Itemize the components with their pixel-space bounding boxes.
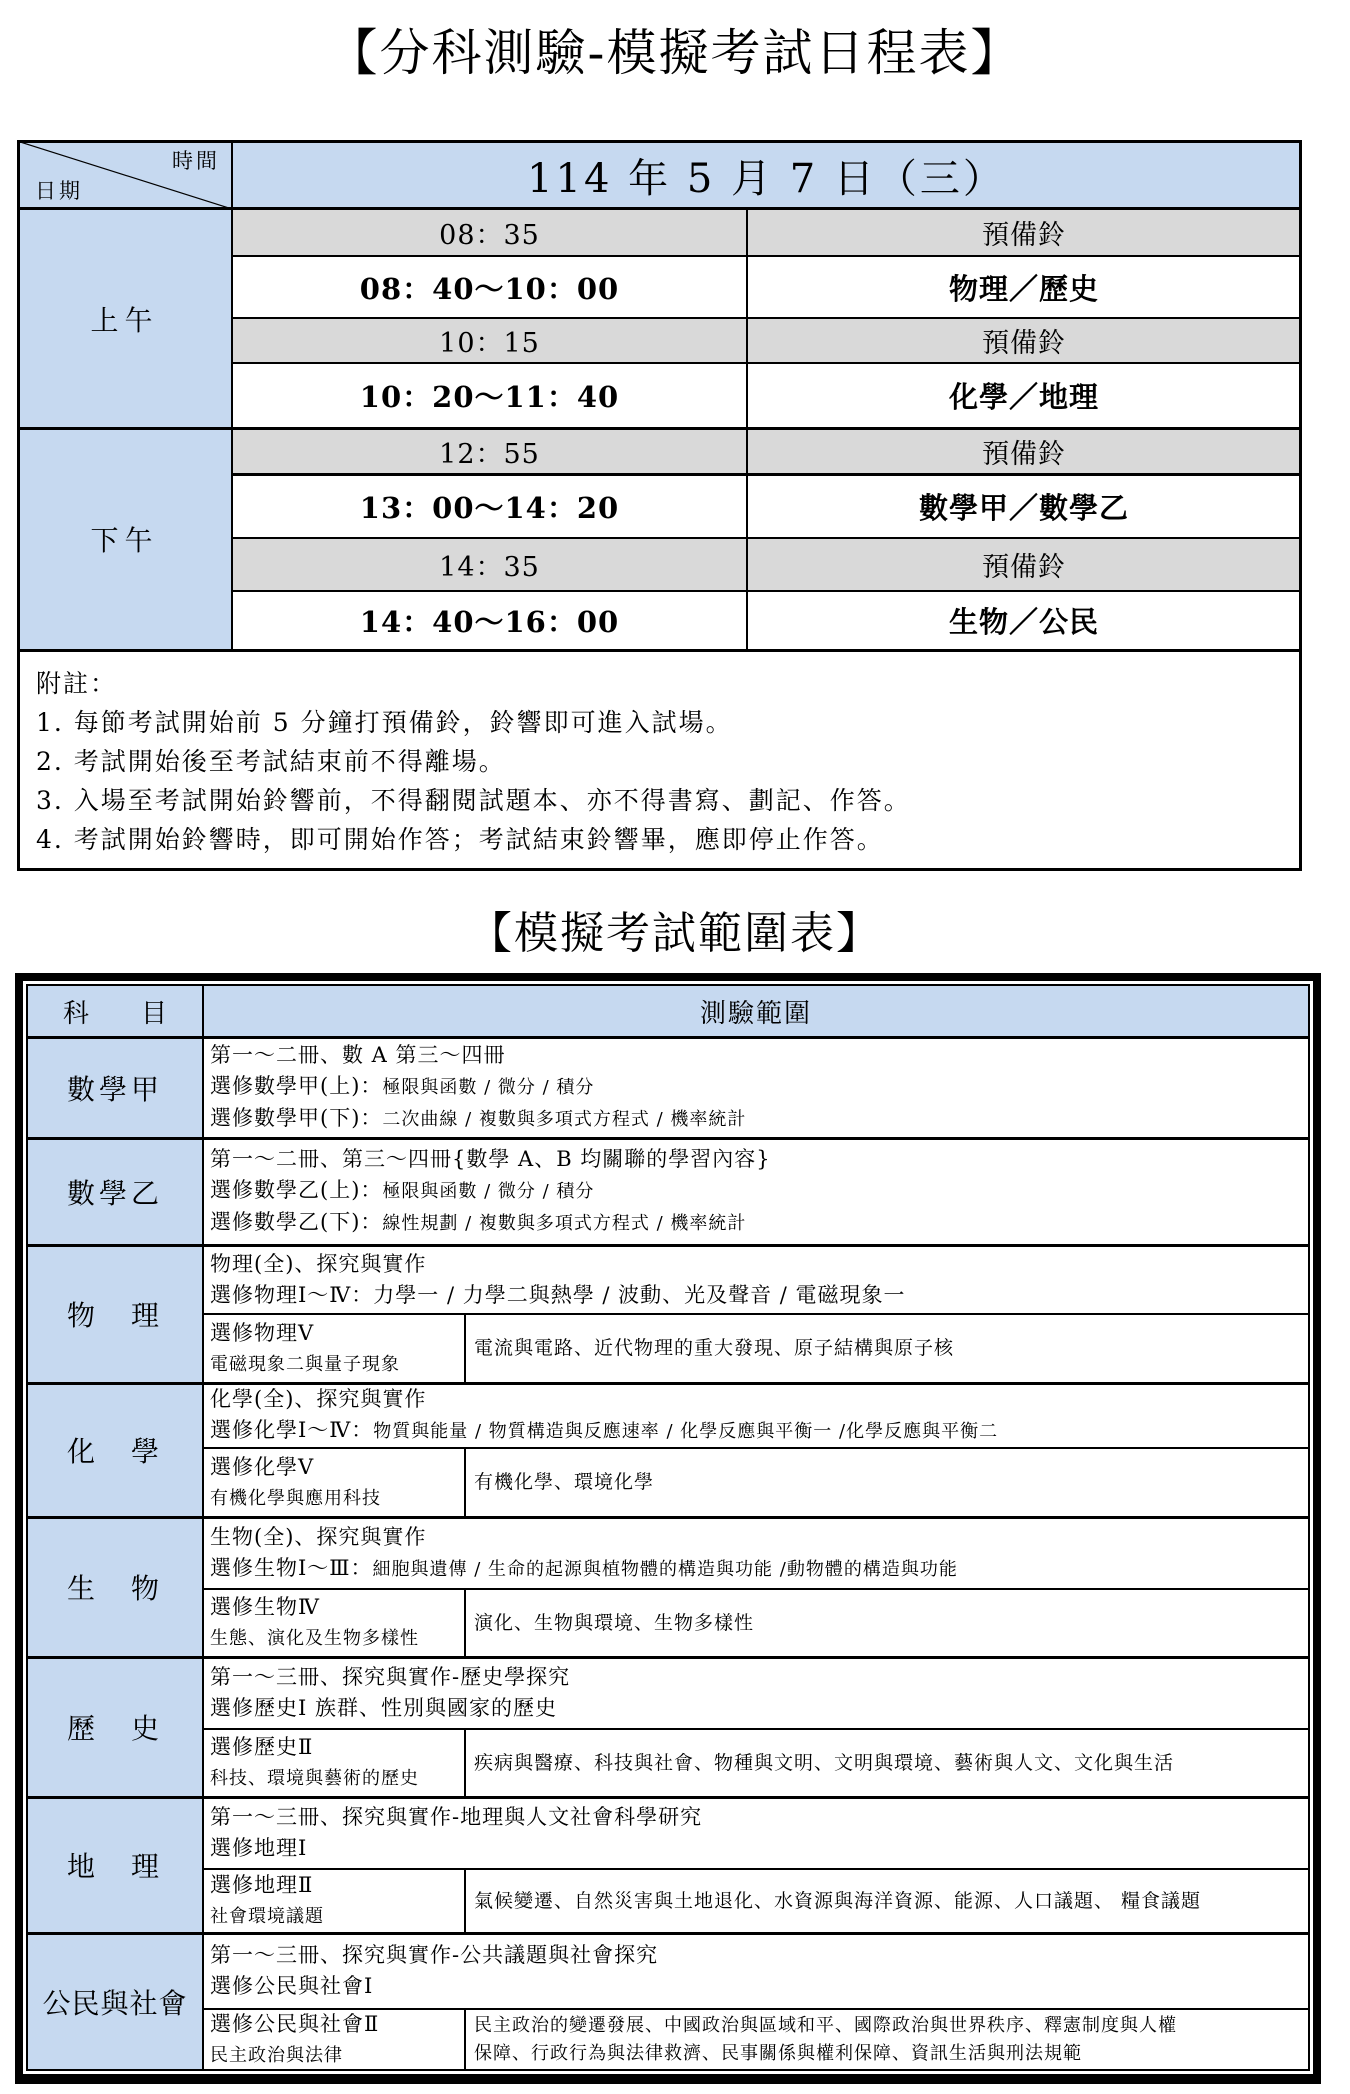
- range-line-detail: 極限與函數 / 微分 / 積分: [382, 1077, 595, 1098]
- slot-event: 預備鈴: [747, 538, 1301, 591]
- table-border: [26, 1382, 1310, 1385]
- range-line: 選修地理Ⅰ: [210, 1836, 308, 1860]
- header-date-label: 日期: [35, 179, 83, 203]
- civics-elective-name: [204, 2010, 464, 2069]
- range-line: 第一～三冊、探究與實作-公共議題與社會探究: [210, 1943, 659, 1967]
- elective-subtitle: 社會環境議題: [210, 1906, 324, 1927]
- note-item: 1. 每節考試開始前 5 分鐘打預備鈴，鈴響即可進入試場。: [36, 708, 733, 737]
- header-time-label: 時間: [172, 149, 220, 173]
- slot-event: 預備鈴: [747, 209, 1301, 256]
- table-border: [1299, 140, 1302, 871]
- exam-date: 114 年 5 月 7 日（三）: [232, 141, 1301, 209]
- table-border: [17, 140, 20, 871]
- physics-elective-name: [204, 1315, 464, 1382]
- table-border: [26, 1932, 1310, 1935]
- table-border: [232, 255, 1301, 257]
- slot-time: 08：35: [232, 209, 747, 256]
- note-item: 2. 考試開始後至考試結束前不得離場。: [36, 747, 506, 776]
- slot-event: 化學／地理: [747, 363, 1301, 428]
- chemistry-elective-name: [204, 1449, 464, 1516]
- table-border: [746, 209, 748, 650]
- range-physics-core: [204, 1246, 1308, 1313]
- table-border: [17, 868, 1302, 871]
- table-border: [17, 649, 1302, 652]
- physics-elective-range: 電流與電路、近代物理的重大發現、原子結構與原子核: [474, 1337, 955, 1359]
- slot-event: 數學甲／數學乙: [747, 474, 1301, 538]
- subject-biology: 生 物: [28, 1518, 202, 1656]
- table-border: [26, 1516, 1310, 1519]
- slot-event: 預備鈴: [747, 318, 1301, 363]
- table-border: [26, 1796, 1310, 1799]
- table-border: [17, 207, 1302, 210]
- table-border: [464, 1588, 466, 1657]
- scope-title: 【模擬考試範圍表】: [468, 908, 882, 959]
- slot-time: 10：15: [232, 318, 747, 363]
- elective-subtitle: 科技、環境與藝術的歷史: [210, 1768, 419, 1789]
- table-border: [202, 984, 204, 2071]
- range-geography-core: [204, 1798, 1308, 1868]
- range-line: 物理(全)、探究與實作: [210, 1251, 427, 1276]
- range-line-detail: 極限與函數 / 微分 / 積分: [382, 1181, 595, 1202]
- col-range-header: 測驗範圍: [204, 986, 1308, 1036]
- table-border: [464, 1313, 466, 1383]
- table-border: [204, 1868, 1310, 1870]
- elective-subtitle: 有機化學與應用科技: [210, 1487, 381, 1509]
- slot-time: 10：20～11：40: [232, 363, 747, 428]
- range-line: 保障、行政行為與法律救濟、民事關係與權利保障、資訊生活與刑法規範: [474, 2042, 1082, 2064]
- elective-title: 選修歷史Ⅱ: [210, 1735, 314, 1759]
- range-line-detail: 線性規劃 / 複數與多項式方程式 / 機率統計: [382, 1213, 747, 1234]
- geography-elective-name: [204, 1870, 464, 1932]
- range-line-label: 選修數學甲(上)：: [210, 1074, 383, 1098]
- note-item: 3. 入場至考試開始鈴響前，不得翻閱試題本、亦不得書寫、劃記、作答。: [36, 786, 911, 815]
- notes-title: 附註：: [36, 669, 118, 698]
- subject-geography: 地 理: [28, 1798, 202, 1932]
- history-elective-name: [204, 1730, 464, 1796]
- range-line-label: 選修數學乙(下)：: [210, 1210, 383, 1234]
- civics-elective-range: [466, 2010, 1308, 2069]
- slot-event: 生物／公民: [747, 591, 1301, 650]
- range-line: 民主政治的變遷發展、中國政治與區域和平、國際政治與世界秩序、釋憲制度與人權: [474, 2014, 1177, 2036]
- elective-title: 選修生物Ⅳ: [210, 1595, 320, 1619]
- slot-time: 14：40～16：00: [232, 591, 747, 650]
- table-border: [26, 1244, 1310, 1247]
- range-biology-core: [204, 1518, 1308, 1588]
- range-line-detail: 二次曲線 / 複數與多項式方程式 / 機率統計: [382, 1109, 747, 1130]
- table-border: [204, 1588, 1310, 1590]
- elective-title: 選修化學Ⅴ: [210, 1454, 315, 1479]
- table-border: [204, 1313, 1310, 1315]
- elective-title: 選修公民與社會Ⅱ: [210, 2011, 380, 2036]
- table-border: [26, 1036, 1310, 1039]
- slot-time: 14：35: [232, 538, 747, 591]
- range-history-core: [204, 1658, 1308, 1728]
- session-morning: 上午: [17, 209, 232, 428]
- header-corner-cell: [17, 141, 232, 209]
- range-line-label: 選修生物Ⅰ～Ⅲ：: [210, 1555, 373, 1580]
- range-line: 第一～二冊、數 A 第三～四冊: [210, 1043, 506, 1067]
- biology-elective-name: [204, 1590, 464, 1656]
- geography-elective-range: 氣候變遷、自然災害與土地退化、水資源與海洋資源、能源、人口議題、 糧食議題: [474, 1889, 1202, 1912]
- slot-time: 08：40～10：00: [232, 256, 747, 318]
- range-line-detail: 物質與能量 / 物質構造與反應速率 / 化學反應與平衡一 /化學反應與平衡二: [373, 1421, 999, 1442]
- range-math-a: [204, 1038, 1308, 1137]
- elective-subtitle: 生態、演化及生物多樣性: [210, 1628, 419, 1649]
- table-border: [26, 1656, 1310, 1659]
- slot-event: 物理／歷史: [747, 256, 1301, 318]
- elective-title: 選修物理Ⅴ: [210, 1320, 315, 1345]
- range-line-label: 選修數學乙(上)：: [210, 1178, 383, 1202]
- table-border: [26, 1137, 1310, 1140]
- table-border: [232, 537, 1301, 539]
- range-line-label: 選修化學Ⅰ～Ⅳ：: [210, 1418, 374, 1442]
- range-line: 選修歷史Ⅰ 族群、性別與國家的歷史: [210, 1696, 557, 1720]
- session-afternoon: 下午: [17, 428, 232, 650]
- range-line-detail: 細胞與遺傳 / 生命的起源與植物體的構造與功能 /動物體的構造與功能: [372, 1558, 958, 1580]
- slot-time: 12：55: [232, 428, 747, 474]
- subject-physics: 物 理: [28, 1246, 202, 1382]
- range-line: 第一～三冊、探究與實作-歷史學探究: [210, 1665, 571, 1689]
- biology-elective-range: 演化、生物與環境、生物多樣性: [474, 1611, 755, 1634]
- table-border: [204, 2008, 1310, 2010]
- subject-math-b: 數學乙: [28, 1139, 202, 1244]
- range-line: 第一～二冊、第三～四冊{數學 A、B 均關聯的學習內容}: [210, 1147, 771, 1171]
- range-chemistry-core: [204, 1384, 1308, 1447]
- table-border: [232, 317, 1301, 319]
- slot-time: 13：00～14：20: [232, 474, 747, 538]
- schedule-title: 【分科測驗-模擬考試日程表】: [327, 24, 1023, 82]
- table-border: [464, 1868, 466, 1933]
- elective-subtitle: 電磁現象二與量子現象: [210, 1353, 400, 1375]
- range-line: 化學(全)、探究與實作: [210, 1387, 427, 1411]
- range-line-label: 選修數學甲(下)：: [210, 1106, 383, 1130]
- table-border: [464, 1728, 466, 1797]
- elective-subtitle: 民主政治與法律: [210, 2044, 343, 2066]
- table-border: [17, 140, 1302, 143]
- range-line: 選修物理Ⅰ～Ⅳ：力學一 / 力學二與熱學 / 波動、光及聲音 / 電磁現象一: [210, 1282, 906, 1307]
- chemistry-elective-range: 有機化學、環境化學: [474, 1471, 655, 1493]
- table-border: [464, 2008, 466, 2070]
- table-border: [232, 473, 1301, 476]
- table-border: [464, 1447, 466, 1517]
- history-elective-range: 疾病與醫療、科技與社會、物種與文明、文明與環境、藝術與人文、文化與生活: [474, 1751, 1175, 1774]
- subject-chemistry: 化 學: [28, 1384, 202, 1516]
- range-line: 第一～三冊、探究與實作-地理與人文社會科學研究: [210, 1805, 703, 1829]
- subject-civics: 公民與社會: [28, 1934, 202, 2069]
- subject-math-a: 數學甲: [28, 1038, 202, 1137]
- table-border: [231, 140, 233, 651]
- col-subject-header: 科 目: [28, 986, 202, 1036]
- elective-title: 選修地理Ⅱ: [210, 1873, 314, 1897]
- range-math-b: [204, 1139, 1308, 1244]
- table-border: [17, 427, 1302, 430]
- range-civics-core: [204, 1934, 1308, 2008]
- note-item: 4. 考試開始鈴響時，即可開始作答；考試結束鈴響畢，應即停止作答。: [36, 825, 884, 854]
- table-border: [204, 1728, 1310, 1730]
- table-border: [232, 590, 1301, 592]
- table-border: [204, 1447, 1310, 1449]
- range-line: 選修公民與社會Ⅰ: [210, 1974, 374, 1998]
- slot-event: 預備鈴: [747, 428, 1301, 474]
- subject-history: 歷 史: [28, 1658, 202, 1796]
- range-line: 生物(全)、探究與實作: [210, 1524, 427, 1549]
- notes-block: [36, 664, 911, 859]
- table-border: [232, 362, 1301, 364]
